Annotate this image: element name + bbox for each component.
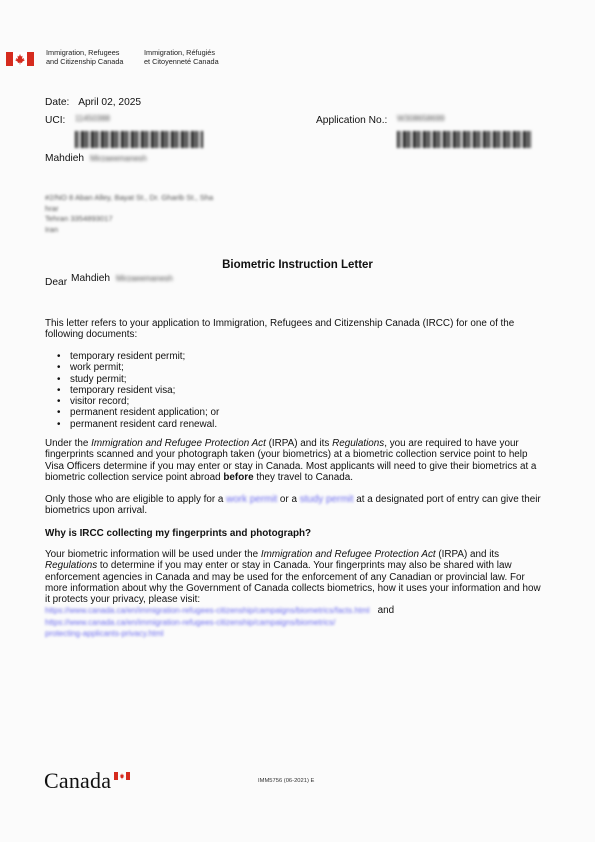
recipient-address [45,193,213,235]
salutation-word: Dear [45,277,68,288]
letter-title: Biometric Instruction Letter [222,259,373,271]
canada-flag-icon [6,52,34,66]
uci-barcode [75,131,203,148]
intro-text: This letter refers to your application to Immigration, Refugees and Citizenship Canada (IRCC) for one of the following documents: [45,318,515,341]
org-name-french [144,49,219,66]
recipient-name [45,153,147,164]
salutation-first-name: Mahdieh [71,273,111,284]
text-run: or a [277,494,300,505]
address-line: Tehran 3354893017 [45,214,113,223]
list-item: • temporary resident visa; [57,385,219,396]
salutation-name [71,273,173,284]
recipient-surname: Mirzaeemanesh [89,154,147,163]
canada-wordmark: Canada [44,768,112,793]
wordmark-flag-icon [114,772,130,780]
org-en-line2: and Citizenship Canada [46,56,124,66]
intro-paragraph [45,318,545,341]
and-text: and [377,605,395,617]
address-line: #2/NO 8 Aban Alley, Bayat St., Dr. Gharib St., Sha [45,193,214,202]
org-name-english [46,49,123,66]
salutation-surname: Mirzaeemanesh [115,274,173,283]
date-value: April 02, 2025 [78,97,142,108]
list-item: • temporary resident permit; [57,351,219,362]
list-item: • study permit; [57,374,219,385]
text-run: they travel to Canada. [253,471,353,483]
list-item: • permanent resident application; or [57,407,219,418]
text-run: Under the [45,438,92,449]
work-permit-link[interactable]: work permit [226,494,278,505]
list-item: • permanent resident card renewal. [57,419,219,430]
uci-value: 11450388 [75,114,110,123]
date-row [45,97,141,108]
recipient-first-name: Mahdieh [45,153,85,164]
org-en-line1: Immigration, Refugees [46,48,120,57]
text-run: to determine if you may enter or stay in Canada. Your fingerprints may also be shared with law enforcement agencies in Canada and may be used for the enforcement of any Canadian or provincial law. For more information about why the Government of Canada collects biometrics, how it uses your information and how it protects your privacy, please visit: [45,560,541,606]
address-line: Iran [45,224,59,234]
date-label: Date: [45,97,70,108]
application-label: Application No.: [316,115,388,126]
text-run: , you are required to have your fingerprints scanned and your photograph taken (your biometrics) at a biometric collection service point to help Visa Officers determine if you may enter or stay in Canada. Most applicants will need to give their biometrics at a biometric collection service point abroad [45,438,537,483]
list-item: • work permit; [57,362,219,373]
emphasis-before: before [223,471,254,483]
privacy-link-line1[interactable]: https://www.canada.ca/en/immigration-refugees-citizenship/campaigns/biometrics/ [45,617,336,627]
documents-list [57,351,219,430]
study-permit-link[interactable]: study permit [299,494,354,505]
list-item: • visitor record; [57,396,219,407]
address-line: hrar [45,203,59,213]
org-fr-line2: et Citoyenneté Canada [144,56,219,66]
form-number: IMM5756 (06-2021) E [258,778,315,784]
uci-label: UCI: [45,115,66,126]
application-barcode [397,131,532,148]
org-fr-line1: Immigration, Réfugiés [144,48,215,57]
text-run: at a designated port of entry can give their biometrics upon arrival. [45,494,541,517]
regulations-name: Regulations [332,438,385,449]
privacy-link-line2[interactable]: protecting-applicants-privacy.html [45,629,164,639]
regulations-name: Regulations [45,560,98,572]
text-run: Only those who are eligible to apply for a [45,494,227,505]
port-of-entry-paragraph [45,494,545,517]
act-name: Immigration and Refugee Protection Act [260,549,436,560]
act-name: Immigration and Refugee Protection Act [91,438,266,449]
section-heading: Why is IRCC collecting my fingerprints and photograph? [45,528,312,539]
salutation [45,277,67,288]
biometrics-requirement-paragraph [45,438,545,483]
text-run: Your biometric information will be used under the [45,549,261,560]
application-value: W308658699 [397,114,445,123]
text-run: (IRPA) and its [265,438,333,449]
text-run: (IRPA) and its [435,549,500,560]
biometric-use-paragraph [45,549,545,639]
biometrics-facts-link[interactable]: https://www.canada.ca/en/immigration-refugees-citizenship/campaigns/biometrics/facts.html [45,606,370,616]
